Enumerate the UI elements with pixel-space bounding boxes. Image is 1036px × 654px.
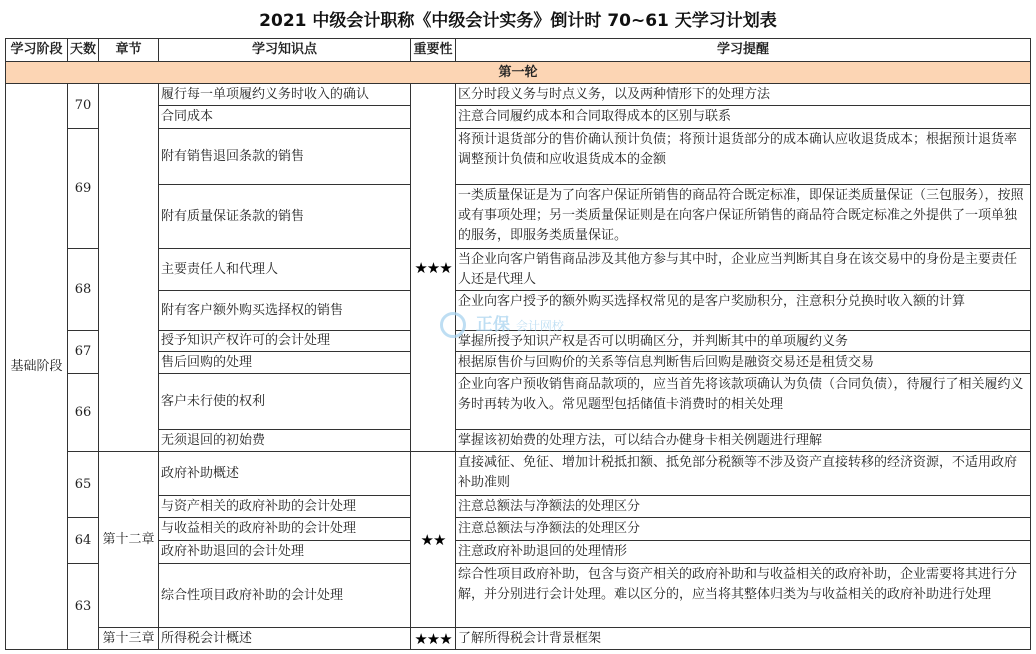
- day-70: 70: [67, 83, 99, 129]
- topic-cell: 授予知识产权许可的会计处理: [158, 330, 411, 352]
- tip-cell: 注意总额法与净额法的处理区分: [455, 517, 1031, 541]
- importance-three-stars: ★★★: [410, 83, 456, 452]
- header-stage: 学习阶段: [5, 38, 68, 62]
- watermark-sub: 会计网校: [515, 319, 564, 333]
- topic-cell: 附有质量保证条款的销售: [158, 184, 411, 249]
- importance-three-stars-2: ★★★: [410, 627, 456, 650]
- topic-cell: 所得税会计概述: [158, 627, 411, 650]
- importance-two-stars: ★★: [410, 451, 456, 628]
- chapter-12: 第十二章: [98, 451, 159, 628]
- topic-cell: 附有销售退回条款的销售: [158, 128, 411, 185]
- header-importance: 重要性: [410, 38, 456, 62]
- header-tip: 学习提醒: [455, 38, 1031, 62]
- topic-cell: 附有客户额外购买选择权的销售: [158, 290, 411, 331]
- day-68: 68: [67, 248, 99, 331]
- topic-cell: 与收益相关的政府补助的会计处理: [158, 517, 411, 541]
- topic-cell: 无须退回的初始费: [158, 429, 411, 452]
- topic-cell: 售后回购的处理: [158, 351, 411, 374]
- tip-cell: 当企业向客户销售商品涉及其他方参与其中时，企业应当判断其自身在该交易中的身份是主要责任人还是代理人: [455, 248, 1031, 291]
- topic-cell: 政府补助退回的会计处理: [158, 540, 411, 564]
- topic-cell: 综合性项目政府补助的会计处理: [158, 563, 411, 628]
- tip-cell: 根据原售价与回购价的关系等信息判断售后回购是融资交易还是租赁交易: [455, 351, 1031, 374]
- chapter-blank: [98, 83, 159, 452]
- tip-cell: 直接减征、免征、增加计税抵扣额、抵免部分税额等不涉及资产直接转移的经济资源，不适用政府补助准则: [455, 451, 1031, 496]
- tip-cell: 注意合同履约成本和合同取得成本的区别与联系: [455, 105, 1031, 129]
- header-days: 天数: [67, 38, 99, 62]
- tip-cell: 注意政府补助退回的处理情形: [455, 540, 1031, 564]
- tip-cell: 掌握所授予知识产权是否可以明确区分，并判断其中的单项履约义务: [455, 330, 1031, 352]
- round-band: 第一轮: [5, 61, 1031, 84]
- tip-cell: 区分时段义务与时点义务，以及两种情形下的处理方法: [455, 83, 1031, 106]
- header-chapter: 章节: [98, 38, 159, 62]
- tip-cell: 注意总额法与净额法的处理区分: [455, 495, 1031, 518]
- tip-cell: 企业向客户预收销售商品款项的，应当首先将该款项确认为负债（合同负债），待履行了相关履约义务时再转为收入。常见题型包括储值卡消费时的相关处理: [455, 373, 1031, 430]
- tip-cell: 了解所得税会计背景框架: [455, 627, 1031, 650]
- topic-cell: 合同成本: [158, 105, 411, 129]
- tip-cell: 综合性项目政府补助，包含与资产相关的政府补助和与收益相关的政府补助，企业需要将其进行分解，并分别进行会计处理。难以区分的，应当将其整体归类为与收益相关的政府补助进行处理: [455, 563, 1031, 628]
- day-64: 64: [67, 517, 99, 564]
- topic-cell: 与资产相关的政府补助的会计处理: [158, 495, 411, 518]
- day-66: 66: [67, 373, 99, 452]
- stage-cell: 基础阶段: [5, 83, 68, 650]
- day-65: 65: [67, 451, 99, 518]
- watermark-brand: 正保: [475, 315, 510, 335]
- topic-cell: 主要责任人和代理人: [158, 248, 411, 291]
- header-topic: 学习知识点: [158, 38, 411, 62]
- topic-cell: 客户未行使的权利: [158, 373, 411, 430]
- page-title: 2021 中级会计职称《中级会计实务》倒计时 70~61 天学习计划表: [259, 11, 777, 31]
- tip-cell: 企业向客户授予的额外购买选择权常见的是客户奖励积分，注意积分兑换时收入额的计算: [455, 290, 1031, 331]
- topic-cell: 政府补助概述: [158, 451, 411, 496]
- tip-cell: 将预计退货部分的售价确认预计负债；将预计退货部分的成本确认应收退货成本；根据预计退货率调整预计负债和应收退货成本的金额: [455, 128, 1031, 185]
- tip-cell: 掌握该初始费的处理方法，可以结合办健身卡相关例题进行理解: [455, 429, 1031, 452]
- tip-cell: 一类质量保证是为了向客户保证所销售的商品符合既定标准，即保证类质量保证（三包服务），按照或有事项处理；另一类质量保证则是在向客户保证所销售的商品符合既定标准之外提供了一项单独的服务，即服务类质量保证。: [455, 184, 1031, 249]
- topic-cell: 履行每一单项履约义务时收入的确认: [158, 83, 411, 106]
- day-69: 69: [67, 128, 99, 249]
- chapter-13: 第十三章: [98, 627, 159, 650]
- day-67: 67: [67, 330, 99, 374]
- day-63: 63: [67, 563, 99, 650]
